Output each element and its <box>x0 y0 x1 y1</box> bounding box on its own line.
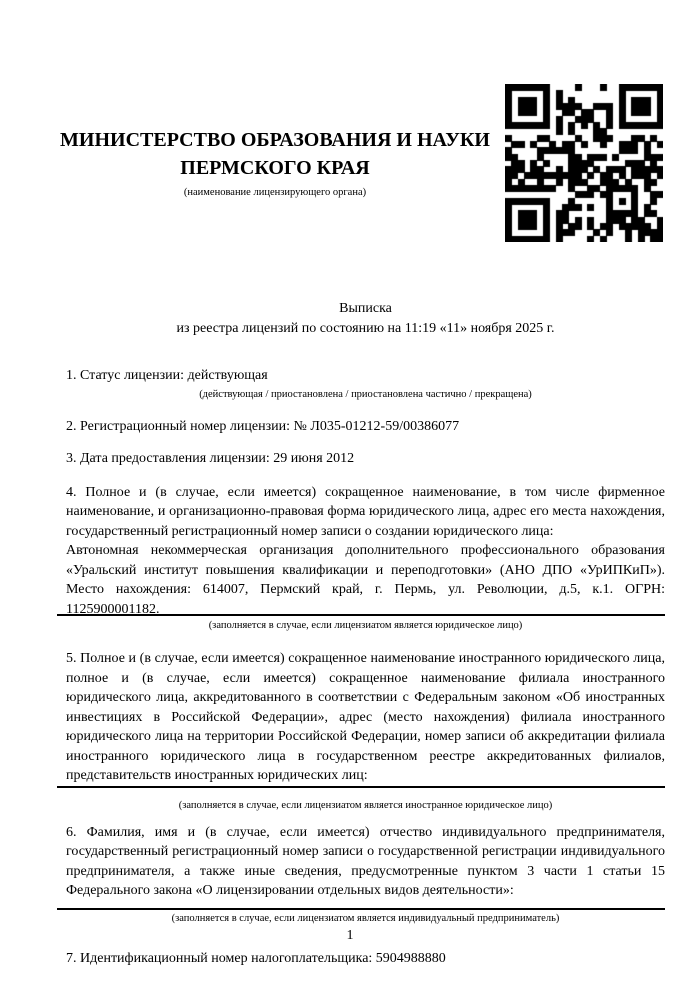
item-4-legal-entity-question: 4. Полное и (в случае, если имеется) сокращенное наименование, в том числе фирменное наименование, и организационно-правовая форма юридического лица, адрес его места нахождения, государственный регистрационный номер записи о создании юридического лица: <box>66 484 665 539</box>
item-2-registration-number: 2. Регистрационный номер лицензии: № Л035-01212-59/00386077 <box>66 418 460 434</box>
document-title-line2: из реестра лицензий по состоянию на 11:19 «11» ноября 2025 г. <box>176 320 555 336</box>
ministry-title-line2: ПЕРМСКОГО КРАЯ <box>180 157 370 179</box>
ministry-title-line1: МИНИСТЕРСТВО ОБРАЗОВАНИЯ И НАУКИ <box>60 129 490 151</box>
item-1-license-status: 1. Статус лицензии: действующая <box>66 368 268 383</box>
item-6-note: (заполняется в случае, если лицензиатом является индивидуальный предприниматель) <box>171 912 560 924</box>
fill-in-line-entrepreneur <box>57 908 665 910</box>
item-5-note: (заполняется в случае, если лицензиатом является иностранное юридическое лицо) <box>178 799 553 811</box>
page-number: 1 <box>346 928 354 943</box>
item-4-legal-entity-answer: Автономная некоммерческая организация дополнительного профессионального образования «Уральский институт повышения квалификации и переподготовки» (АНО ДПО «УрИПКиП»). Место нахождения: 614007, Пермский край, г. Пермь, ул. Революции, д.5, к.1. ОГРН: 1125900001182. <box>66 543 665 617</box>
item-1-status-options-note: (действующая / приостановлена / приостановлена частично / прекращена) <box>199 388 532 400</box>
ministry-subtitle: (наименование лицензирующего органа) <box>183 187 367 198</box>
item-7-taxpayer-id: 7. Идентификационный номер налогоплательщика: 5904988880 <box>66 950 446 966</box>
item-3-grant-date: 3. Дата предоставления лицензии: 29 июня 2012 <box>66 451 355 466</box>
item-5-foreign-entity-question: 5. Полное и (в случае, если имеется) сокращенное наименование иностранного юридического лица, полное и (в случае, если имеется) сокращенное наименование филиала иностранного юридического лица, аккредитованного в соответствии с Федеральным законом «Об иностранных инвестициях в Российской Федерации», адрес (место нахождения) филиала иностранного юридического лица на территории Российской Федерации, номер записи об аккредитации филиала иностранного юридического лица в государственном реестре аккредитованных филиалов, представительств иностранных юридических лиц: <box>66 651 665 783</box>
item-4-note: (заполняется в случае, если лицензиатом является юридическое лицо) <box>208 620 523 631</box>
fill-in-line-foreign-entity <box>57 786 665 788</box>
document-title-line1: Выписка <box>339 301 392 316</box>
document-body <box>66 0 665 968</box>
document-title <box>66 299 665 338</box>
item-6-entrepreneur-question: 6. Фамилия, имя и (в случае, если имеется) отчество индивидуального предпринимателя, государственный регистрационный номер записи о государственной регистрации индивидуального предпринимателя, а также иные сведения, предусмотренные пунктом 3 части 1 статьи 15 Федерального закона «О лицензировании отдельных видов деятельности»: <box>66 824 665 898</box>
